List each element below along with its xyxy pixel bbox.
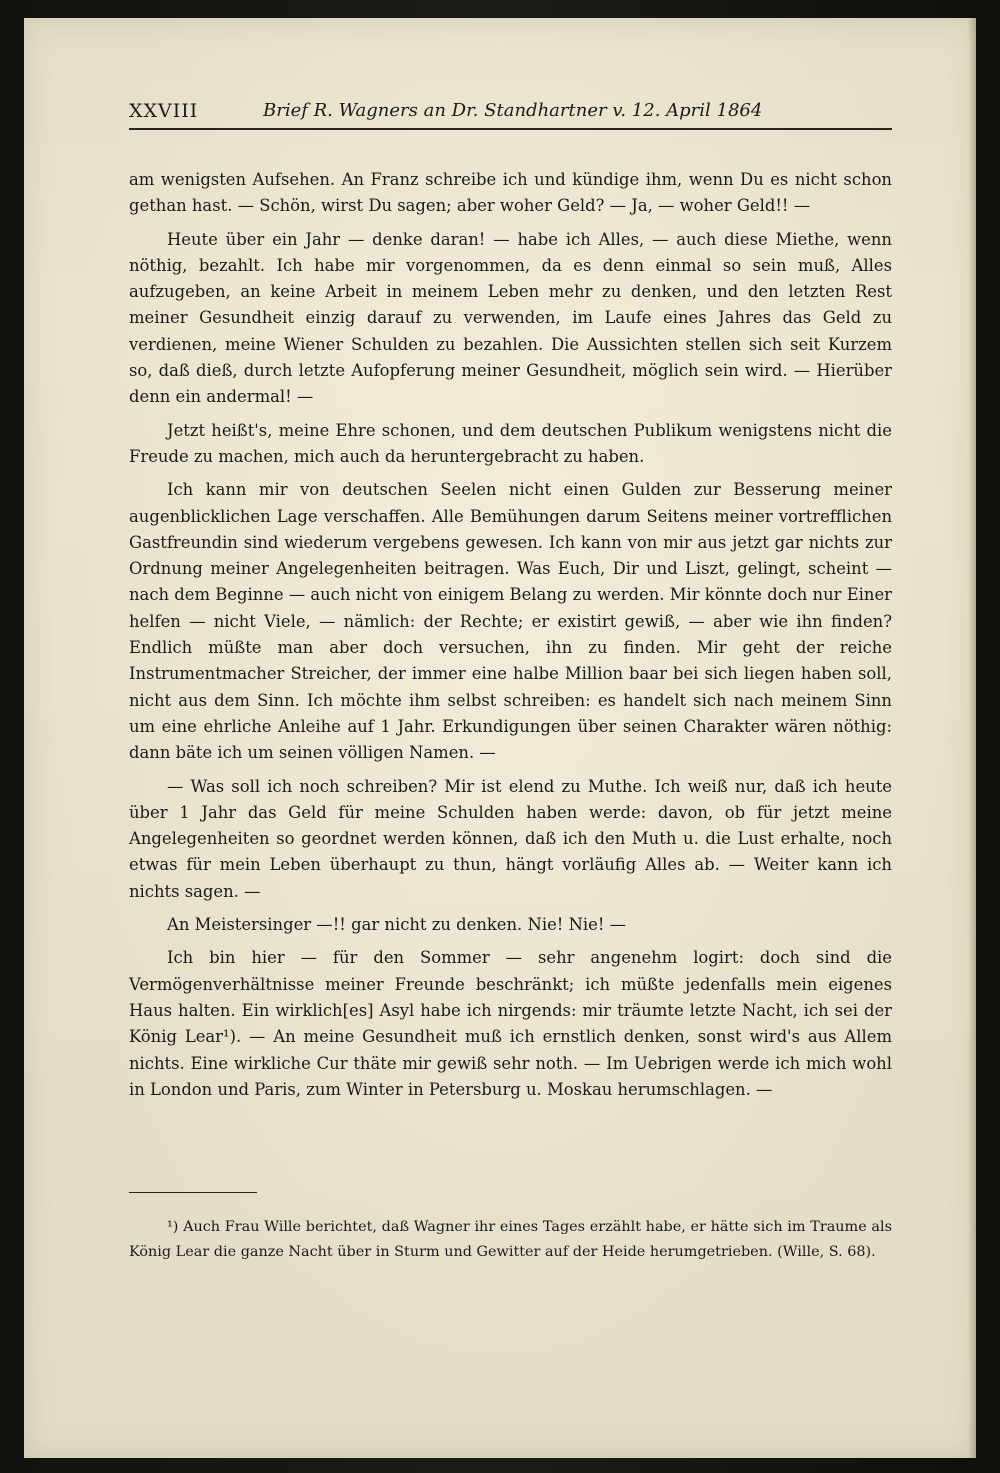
page-edge-shadow — [968, 18, 976, 1458]
paragraph-5: — Was soll ich noch schreiben? Mir ist elend zu Muthe. Ich weiß nur, daß ich heute über 1 Jahr das Geld für meine Schulden haben werde: davon, ob für jetzt meine Angelegenheiten so geordnet werden können, daß ich den Muth u. die Lust erhalte, noch etwas für mein Leben überhaupt zu thun, hängt vorläufig Alles ab. — Weiter kann ich nichts sagen. — — [129, 776, 892, 901]
page-number: XXVIII — [129, 100, 199, 122]
header-rule — [129, 128, 892, 130]
footnote: ¹) Auch Frau Wille berichtet, daß Wagner ihr eines Tages erzählt habe, er hätte sich im Traume als König Lear die ganze Nacht über in Sturm und Gewitter auf der Heide herumgetrieben. (Wille, S. 68). — [129, 1219, 892, 1260]
running-title: Brief R. Wagners an Dr. Standhartner v. 12. April 1864 — [263, 100, 763, 121]
paragraph-7: Ich bin hier — für den Sommer — sehr angenehm logirt: doch sind die Vermögenverhältnisse meiner Freunde beschränkt; ich müßte jedenfalls mein eigenes Haus halten. Ein wirklich[es] Asyl habe ich nirgends: mir träumte letzte Nacht, ich sei der König Lear¹). — An meine Gesundheit muß ich ernstlich denken, sonst wird's aus Allem nichts. Eine wirkliche Cur thäte mir gewiß sehr noth. — Im Uebrigen werde ich mich wohl in London und Paris, zum Winter in Petersburg u. Moskau herumschlagen. — — [129, 948, 892, 1099]
running-header — [129, 100, 892, 130]
letter-body — [129, 167, 892, 1103]
paragraph-2: Heute über ein Jahr — denke daran! — habe ich Alles, — auch diese Miethe, wenn nöthig, bezahlt. Ich habe mir vorgenommen, da es denn einmal so sein muß, Alles aufzugeben, an keine Arbeit in meinem Leben mehr zu denken, und den letzten Rest meiner Gesundheit einzig darauf zu verwenden, im Laufe eines Jahres das Geld zu verdienen, meine Wiener Schulden zu bezahlen. Die Aussichten stellen sich seit Kurzem so, daß dieß, durch letzte Aufopferung meiner Gesundheit, möglich sein wird. — Hierüber denn ein andermal! — — [129, 229, 892, 407]
paragraph-4: Ich kann mir von deutschen Seelen nicht einen Gulden zur Besserung meiner augenblicklichen Lage verschaffen. Alle Bemühungen darum Seitens meiner vortrefflichen Gastfreundin sind wiederum vergebens gewesen. Ich kann von mir aus jetzt gar nichts zur Ordnung meiner Angelegenheiten beitragen. Was Euch, Dir und Liszt, gelingt, scheint — nach dem Beginne — auch nicht von einigem Belang zu werden. Mir könnte doch nur Einer helfen — nicht Viele, — nämlich: der Rechte; er existirt gewiß, — aber wie ihn finden? Endlich müßte man aber doch versuchen, ihn zu finden. Mir geht der reiche Instrumentmacher Streicher, der immer eine halbe Million baar bei sich liegen haben soll, nicht aus dem Sinn. Ich möchte ihm selbst schreiben: es handelt sich nach meinem Sinn um eine ehrliche Anleihe auf 1 Jahr. Erkundigungen über seinen Charakter wären nöthig: dann bäte ich um seinen völligen Namen. — — [129, 480, 892, 763]
paragraph-1: am wenigsten Aufsehen. An Franz schreibe ich und kündige ihm, wenn Du es nicht schon gethan hast. — Schön, wirst Du sagen; aber woher Geld? — Ja, — woher Geld!! — — [129, 170, 892, 216]
paragraph-6: An Meistersinger —!! gar nicht zu denken. Nie! Nie! — — [167, 915, 627, 935]
footnote-rule — [129, 1192, 257, 1193]
paragraph-3: Jetzt heißt's, meine Ehre schonen, und dem deutschen Publikum wenigstens nicht die Freude zu machen, mich auch da heruntergebracht zu haben. — [129, 420, 892, 466]
